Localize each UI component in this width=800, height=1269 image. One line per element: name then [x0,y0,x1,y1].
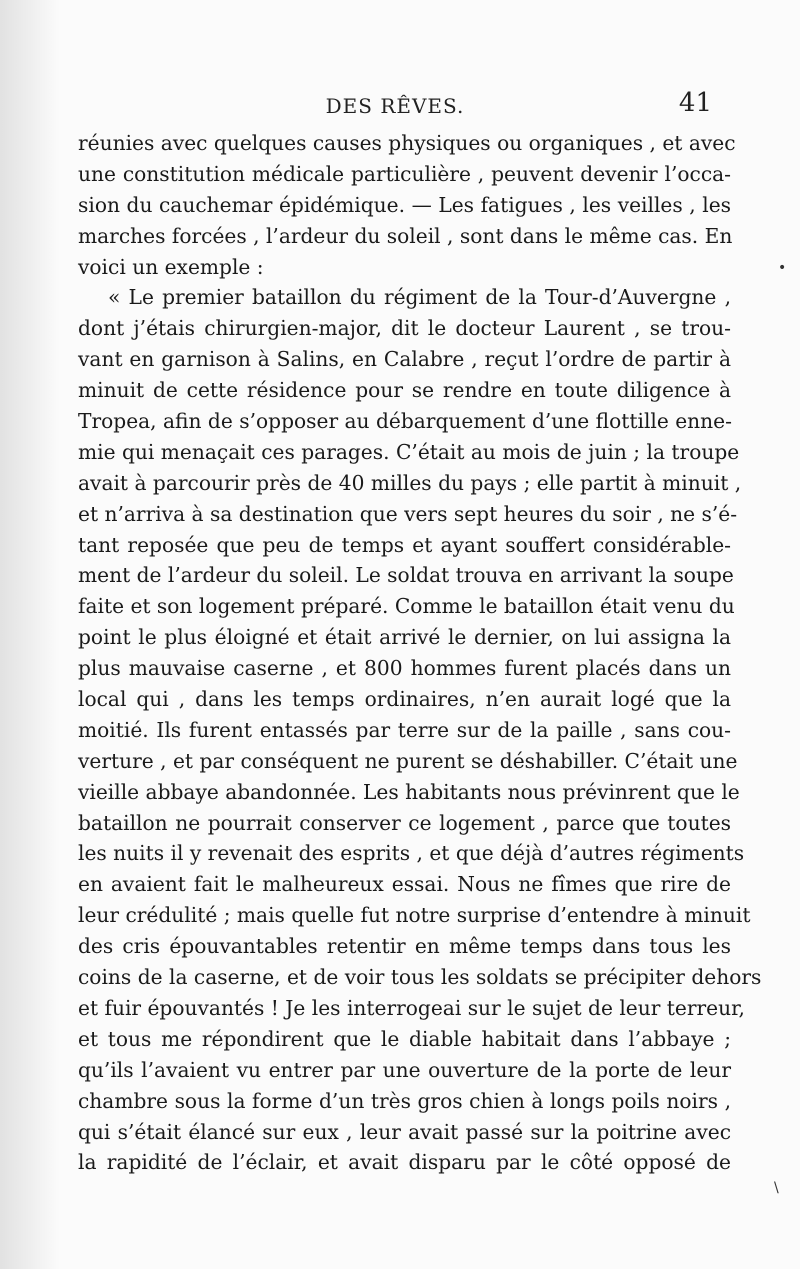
margin-tick-mark: \ [774,1180,779,1196]
text-line: leur crédulité ; mais quelle fut notre surprise d’entendre à minuit [78,903,751,928]
text-line: qu’ils l’avaient vu entrer par une ouverture de la porte de leur [78,1057,731,1082]
text-line: tant reposée que peu de temps et ayant souffert considérable- [78,532,731,557]
page-header [78,88,712,124]
text-line: qui s’était élancé sur eux , leur avait passé sur la poitrine avec [78,1119,731,1144]
text-line: et n’arriva à sa destination que vers sept heures du soir , ne s’é- [78,501,738,526]
text-line: moitié. Ils furent entassés par terre sur de la paille , sans cou- [78,717,731,742]
text-line: verture , et par conséquent ne purent se déshabiller. C’était une [78,748,738,773]
text-line: minuit de cette résidence pour se rendre en toute diligence à [78,378,731,403]
body-text [78,128,762,1178]
text-line: la rapidité de l’éclair, et avait disparu par le côté opposé de [78,1150,731,1175]
text-line: chambre sous la forme d’un très gros chien à longs poils noirs , [78,1088,731,1113]
text-line: une constitution médicale particulière , peuvent devenir l’occa- [78,161,731,186]
running-title: DES RÊVES. [325,94,465,118]
text-line: mie qui menaçait ces parages. C’était au mois de juin ; la troupe [78,439,740,464]
text-line: « Le premier bataillon du régiment de la Tour-d’Auvergne , [108,285,731,310]
text-line: vieille abbaye abandonnée. Les habitants nous prévinrent que le [78,779,740,804]
text-line: des cris épouvantables retentir en même temps dans tous les [78,934,731,959]
text-line: en avaient fait le malheureux essai. Nous ne fîmes que rire de [78,872,731,897]
text-line: ment de l’ardeur du soleil. Le soldat trouva en arrivant la soupe [78,563,734,588]
text-line: faite et son logement préparé. Comme le bataillon était venu du [78,594,735,619]
text-line: Tropea, afin de s’opposer au débarquement d’une flottille enne- [78,409,732,434]
text-line: coins de la caserne, et de voir tous les soldats se précipiter dehors [78,965,762,990]
text-line: marches forcées , l’ardeur du soleil , sont dans le même cas. En [78,223,733,248]
text-line: vant en garnison à Salins, en Calabre , reçut l’ordre de partir à [78,347,731,372]
text-line: les nuits il y revenait des esprits , et que déjà d’autres régiments [78,841,745,866]
text-line: et fuir épouvantés ! Je les interrogeai sur le sujet de leur terreur, [78,995,745,1020]
margin-dot-mark: • [778,260,787,276]
text-line: voici un exemple : [78,254,264,279]
text-line: plus mauvaise caserne , et 800 hommes furent placés dans un [78,656,731,681]
text-line: et tous me répondirent que le diable habitait dans l’abbaye ; [78,1026,731,1051]
text-line: dont j’étais chirurgien-major, dit le docteur Laurent , se trou- [78,316,731,341]
page-number: 41 [678,88,712,118]
text-line: bataillon ne pourrait conserver ce logement , parce que toutes [78,810,731,835]
text-line: avait à parcourir près de 40 milles du pays ; elle partit à minuit , [78,470,742,495]
text-line: local qui , dans les temps ordinaires, n’en aurait logé que la [78,687,731,712]
text-line: réunies avec quelques causes physiques ou organiques , et avec [78,131,736,155]
text-line: sion du cauchemar épidémique. — Les fatigues , les veilles , les [78,192,731,217]
text-line: point le plus éloigné et était arrivé le dernier, on lui assigna la [78,625,731,650]
